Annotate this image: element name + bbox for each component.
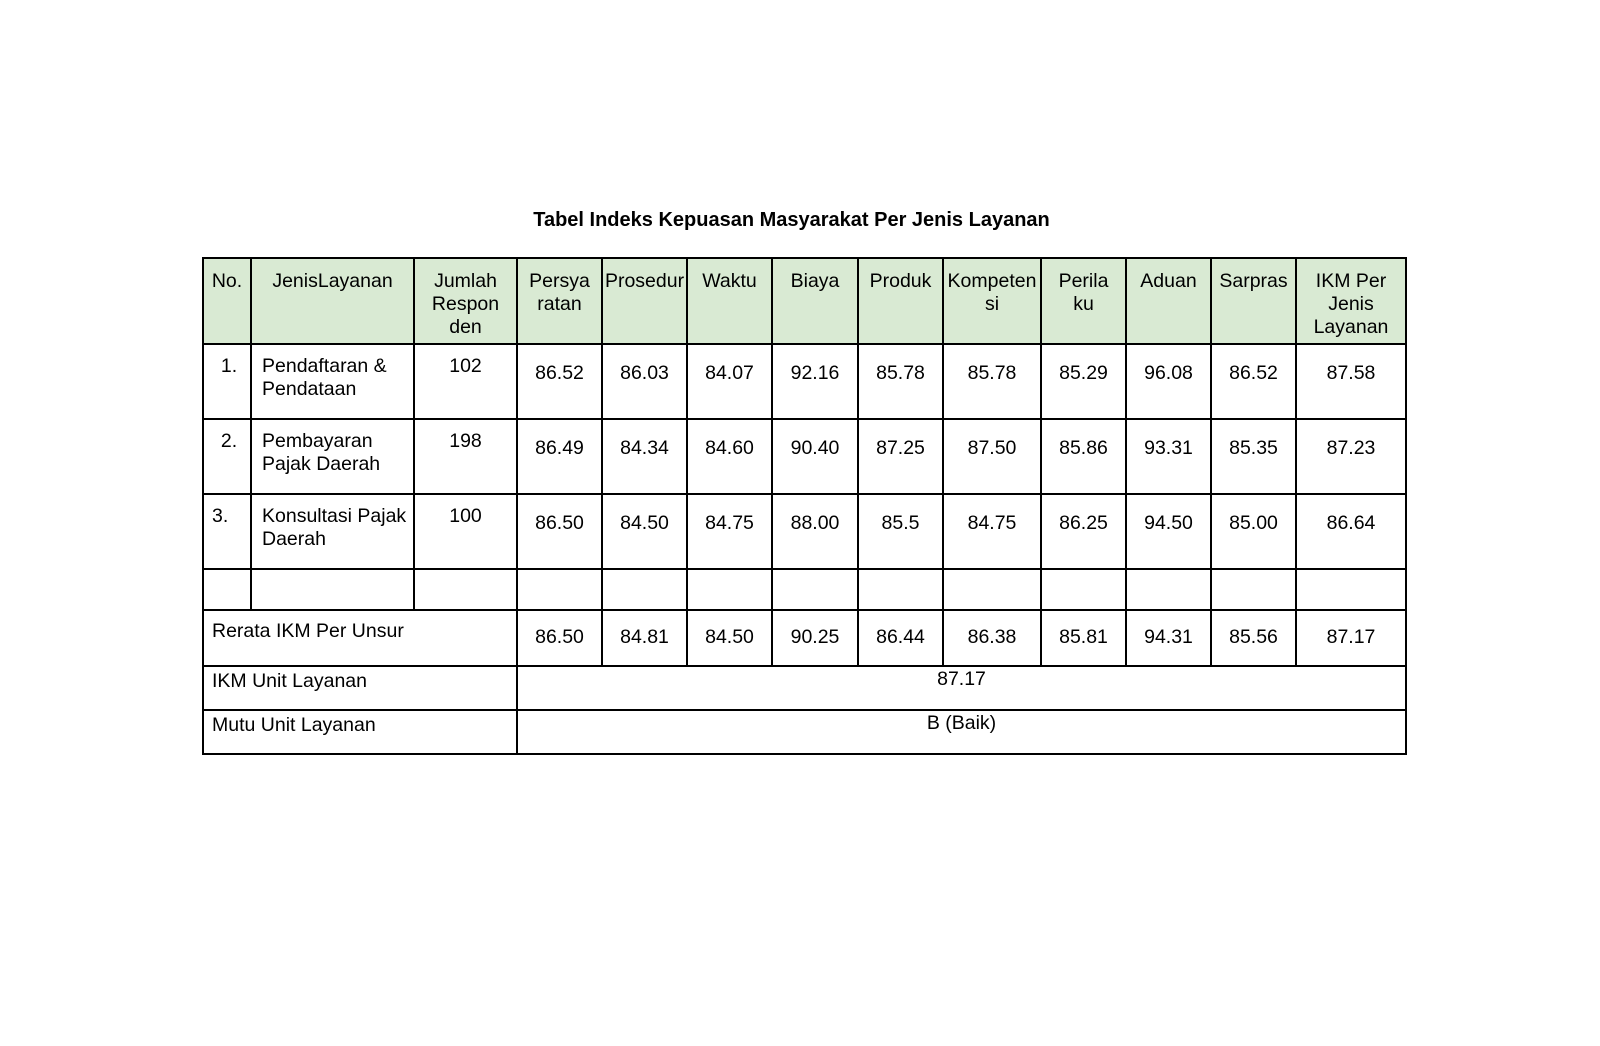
avg-sarpras: 85.56 (1211, 610, 1296, 666)
header-row (203, 258, 1406, 344)
cell-ikm: 87.23 (1296, 419, 1406, 494)
cell-kompetensi: 84.75 (943, 494, 1041, 569)
table-row (203, 494, 1406, 569)
empty-row (203, 569, 1406, 610)
cell-perilaku: 86.25 (1041, 494, 1126, 569)
cell-biaya: 88.00 (772, 494, 858, 569)
service-name: Pembayaran Pajak Daerah (251, 419, 414, 494)
cell-waktu: 84.07 (687, 344, 772, 419)
cell-waktu: 84.75 (687, 494, 772, 569)
avg-biaya: 90.25 (772, 610, 858, 666)
row-number: 2. (203, 419, 251, 494)
header-waktu: Waktu (687, 258, 772, 344)
header-no: No. (203, 258, 251, 344)
cell-prosedur: 84.34 (602, 419, 687, 494)
header-persyaratan: Persya ratan (517, 258, 602, 344)
cell-sarpras: 85.35 (1211, 419, 1296, 494)
service-name: Konsultasi Pajak Daerah (251, 494, 414, 569)
avg-ikm: 87.17 (1296, 610, 1406, 666)
header-kompetensi: Kompeten si (943, 258, 1041, 344)
table-title: Tabel Indeks Kepuasan Masyarakat Per Jenis Layanan (533, 209, 1050, 231)
cell-perilaku: 85.86 (1041, 419, 1126, 494)
cell-aduan: 96.08 (1126, 344, 1211, 419)
header-perilaku: Perila ku (1041, 258, 1126, 344)
header-prosedur: Prosedur (602, 258, 687, 344)
cell-kompetensi: 87.50 (943, 419, 1041, 494)
cell-prosedur: 84.50 (602, 494, 687, 569)
cell-produk: 87.25 (858, 419, 943, 494)
row-number: 1. (203, 344, 251, 419)
header-biaya: Biaya (772, 258, 858, 344)
unit-quality-row (203, 710, 1406, 754)
respondent-count: 198 (414, 419, 517, 494)
respondent-count: 102 (414, 344, 517, 419)
cell-prosedur: 86.03 (602, 344, 687, 419)
table-row (203, 344, 1406, 419)
cell-sarpras: 85.00 (1211, 494, 1296, 569)
cell-kompetensi: 85.78 (943, 344, 1041, 419)
header-respondents: Jumlah Respon den (414, 258, 517, 344)
unit-quality-label: Mutu Unit Layanan (203, 710, 517, 754)
cell-produk: 85.78 (858, 344, 943, 419)
avg-produk: 86.44 (858, 610, 943, 666)
cell-aduan: 94.50 (1126, 494, 1211, 569)
header-sarpras: Sarpras (1211, 258, 1296, 344)
avg-prosedur: 84.81 (602, 610, 687, 666)
cell-persyaratan: 86.50 (517, 494, 602, 569)
average-label: Rerata IKM Per Unsur (203, 610, 517, 666)
respondent-count: 100 (414, 494, 517, 569)
cell-waktu: 84.60 (687, 419, 772, 494)
unit-quality-value: B (Baik) (517, 710, 1406, 754)
avg-waktu: 84.50 (687, 610, 772, 666)
avg-aduan: 94.31 (1126, 610, 1211, 666)
unit-ikm-label: IKM Unit Layanan (203, 666, 517, 710)
cell-persyaratan: 86.52 (517, 344, 602, 419)
header-service: JenisLayanan (251, 258, 414, 344)
cell-biaya: 90.40 (772, 419, 858, 494)
header-aduan: Aduan (1126, 258, 1211, 344)
table-row (203, 419, 1406, 494)
cell-aduan: 93.31 (1126, 419, 1211, 494)
cell-ikm: 87.58 (1296, 344, 1406, 419)
average-row (203, 610, 1406, 666)
unit-ikm-row (203, 666, 1406, 710)
cell-sarpras: 86.52 (1211, 344, 1296, 419)
unit-ikm-value: 87.17 (517, 666, 1406, 710)
header-produk: Produk (858, 258, 943, 344)
row-number: 3. (203, 494, 251, 569)
cell-perilaku: 85.29 (1041, 344, 1126, 419)
cell-produk: 85.5 (858, 494, 943, 569)
ikm-table (202, 257, 1407, 755)
header-ikm: IKM Per Jenis Layanan (1296, 258, 1406, 344)
avg-perilaku: 85.81 (1041, 610, 1126, 666)
cell-persyaratan: 86.49 (517, 419, 602, 494)
avg-kompetensi: 86.38 (943, 610, 1041, 666)
avg-persyaratan: 86.50 (517, 610, 602, 666)
service-name: Pendaftaran & Pendataan (251, 344, 414, 419)
cell-ikm: 86.64 (1296, 494, 1406, 569)
cell-biaya: 92.16 (772, 344, 858, 419)
